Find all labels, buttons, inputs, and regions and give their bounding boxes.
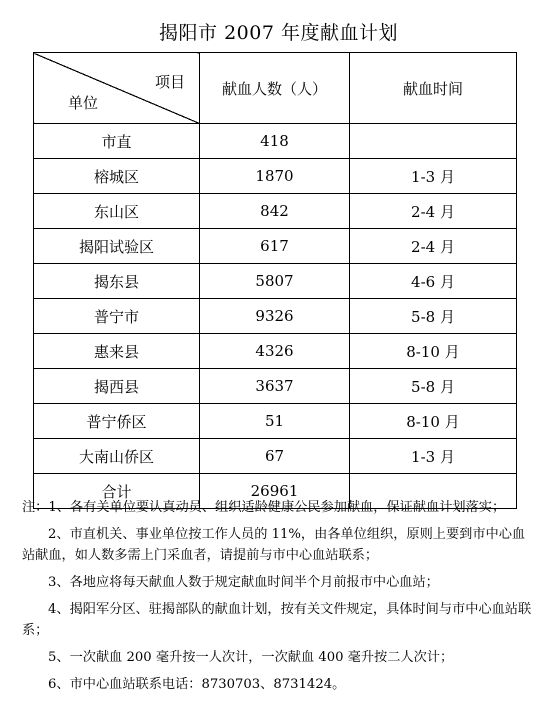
diagonal-header-cell: [34, 53, 200, 124]
table-row: [34, 194, 517, 229]
note-2: 2、市直机关、事业单位按工作人员的 11%，由各单位组织，原则上要到市中心血站献血，如人数多需上门采血者，请提前与市中心血站联系；: [22, 527, 526, 563]
header-item-label: 项目: [154, 73, 185, 91]
unit-cell: 榕城区: [34, 159, 200, 194]
count-cell: 1870: [200, 159, 350, 194]
unit-cell: 大南山侨区: [34, 439, 200, 474]
count-cell: 3637: [200, 369, 350, 404]
document-title: 揭阳市 2007 年度献血计划: [159, 22, 398, 44]
count-cell: 5807: [200, 264, 350, 299]
table-row: [34, 124, 517, 159]
time-cell: 8-10 月: [350, 404, 517, 439]
unit-cell: 市直: [34, 124, 200, 159]
table-row: [34, 264, 517, 299]
note-1: 注：1、各有关单位要认真动员、组织适龄健康公民参加献血，保证献血计划落实；: [22, 500, 506, 515]
time-cell: 2-4 月: [350, 194, 517, 229]
time-cell: 1-3 月: [350, 439, 517, 474]
table-row: [34, 229, 517, 264]
unit-cell: 合计: [34, 474, 200, 509]
note-5: 5、一次献血 200 毫升按一人次计，一次献血 400 毫升按二人次计；: [48, 650, 454, 665]
note-3: 3、各地应将每天献血人数于规定献血时间半个月前报市中心血站；: [48, 575, 439, 590]
table-row: [34, 404, 517, 439]
header-unit-label: 单位: [68, 94, 99, 112]
table-header-row: [34, 53, 517, 124]
time-cell: 4-6 月: [350, 264, 517, 299]
header-count: 献血人数（人）: [200, 53, 350, 124]
unit-cell: 惠来县: [34, 334, 200, 369]
header-time: 献血时间: [350, 53, 517, 124]
unit-cell: 东山区: [34, 194, 200, 229]
table-row: [34, 369, 517, 404]
unit-cell: 普宁市: [34, 299, 200, 334]
count-cell: 842: [200, 194, 350, 229]
time-cell: 2-4 月: [350, 229, 517, 264]
count-cell: 67: [200, 439, 350, 474]
notes-section: [22, 497, 534, 701]
unit-cell: 揭西县: [34, 369, 200, 404]
time-cell: 5-8 月: [350, 299, 517, 334]
time-cell: 1-3 月: [350, 159, 517, 194]
count-cell: 51: [200, 404, 350, 439]
table-row: [34, 439, 517, 474]
unit-cell: 揭阳试验区: [34, 229, 200, 264]
time-cell: [350, 124, 517, 159]
time-cell: 8-10 月: [350, 334, 517, 369]
note-6: 6、市中心血站联系电话：8730703、8731424。: [48, 677, 346, 692]
count-cell: 418: [200, 124, 350, 159]
table-row: [34, 334, 517, 369]
unit-cell: 普宁侨区: [34, 404, 200, 439]
blood-donation-plan-table: [33, 52, 517, 509]
count-cell: 617: [200, 229, 350, 264]
note-4: 4、揭阳军分区、驻揭部队的献血计划，按有关文件规定，具体时间与市中心血站联系；: [22, 602, 532, 638]
table-row: [34, 159, 517, 194]
count-cell: 9326: [200, 299, 350, 334]
table-row: [34, 299, 517, 334]
count-cell: 4326: [200, 334, 350, 369]
unit-cell: 揭东县: [34, 264, 200, 299]
time-cell: 5-8 月: [350, 369, 517, 404]
count-cell: 26961: [200, 474, 350, 509]
